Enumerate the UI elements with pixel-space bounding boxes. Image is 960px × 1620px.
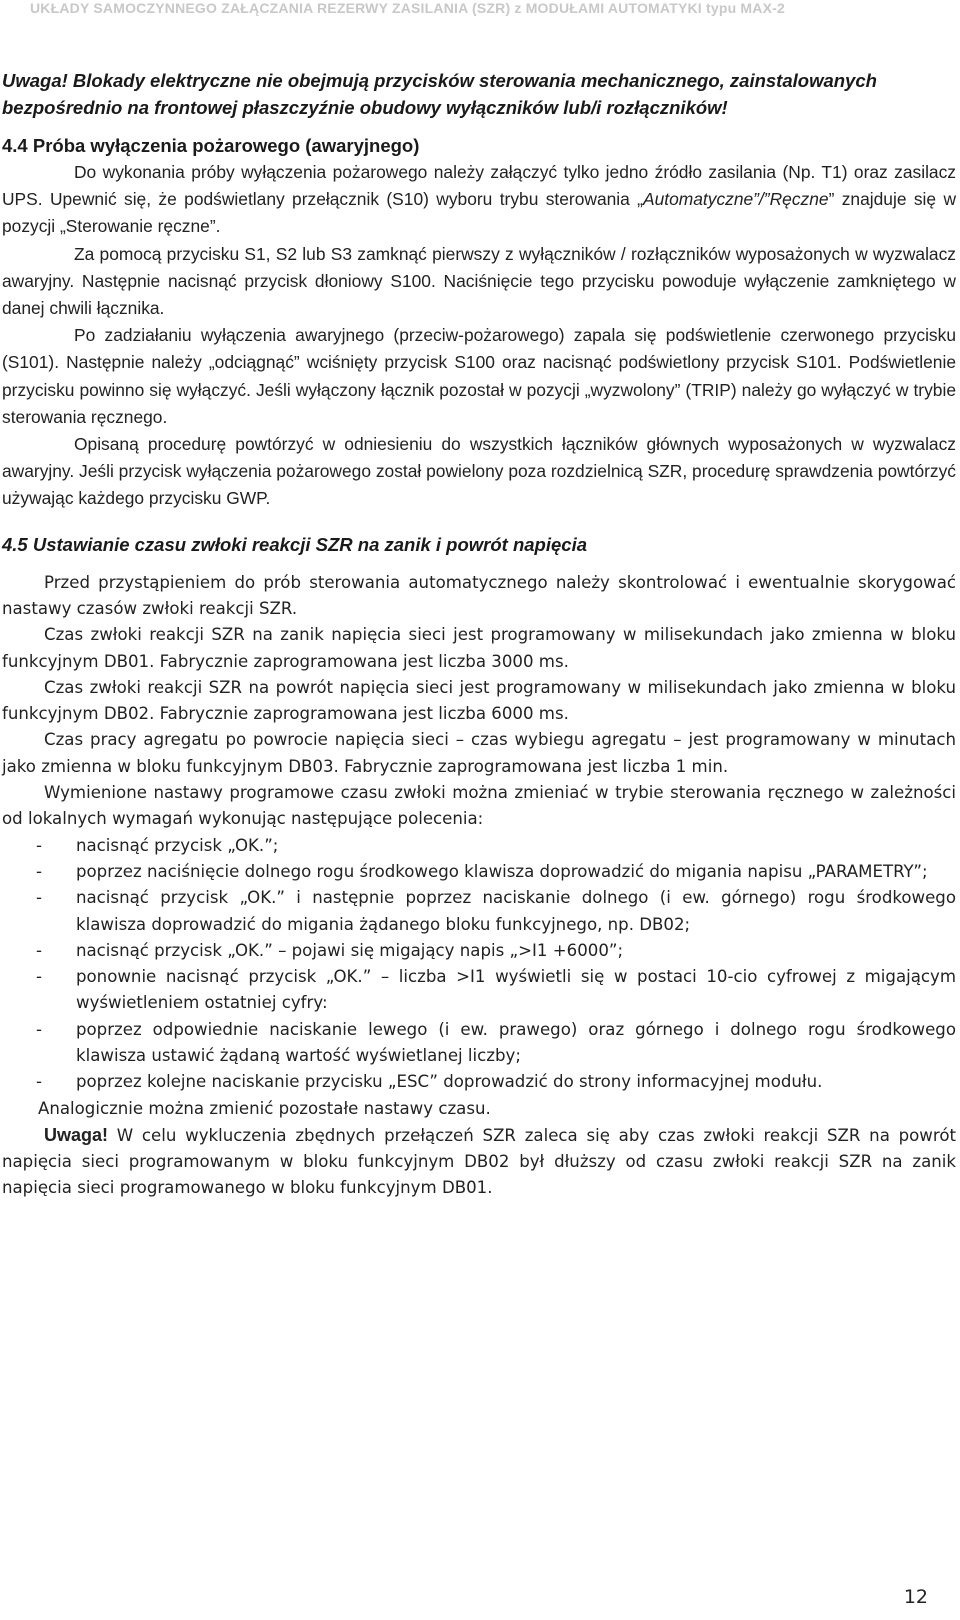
note-text: W celu wykluczenia zbędnych przełączeń SZR zaleca się aby czas zwłoki reakcji SZR na powrót napięcia sieci programowanym w bloku funkcyjnym DB02 był dłuższy od czasu zwłoki reakcji SZR na zanik napięcia sieci programowanego w bloku funkcyjnym DB01. <box>2 1125 956 1198</box>
section-4-5-paragraph-1: Przed przystąpieniem do prób sterowania automatycznego należy skontrolować i ewentualnie skorygować nastawy czasów zwłoki reakcji SZR. <box>2 572 956 618</box>
step-text: poprzez kolejne naciskanie przycisku „ESC” doprowadzić do strony informacyjnej modułu. <box>76 1072 823 1092</box>
p1-italic-mode: Automatyczne”/”Ręczne <box>642 189 829 210</box>
section-4-4-paragraph-3: Po zadziałaniu wyłączenia awaryjnego (przeciw-pożarowego) zapala się podświetlenie czerwonego przycisku (S101). Następnie należy „odciągnąć” wciśnięty przycisk S100 oraz nacisnąć podświetlony przycisk S101. Podświetlenie przycisku powinno się wyłączyć. Jeśli wyłączony łącznik pozostał w pozycji „wyzwolony” (TRIP) należy go wyłączyć w trybie sterowania ręcznego. <box>2 325 956 427</box>
step-text: nacisnąć przycisk „OK.” i następnie poprzez naciskanie dolnego (i ew. górnego) rogu środkowego klawisza doprowadzić do migania żądanego bloku funkcyjnego, np. DB02; <box>76 888 956 934</box>
section-4-5-paragraph-3: Czas zwłoki reakcji SZR na powrót napięcia sieci jest programowany w milisekundach jako zmienna w bloku funkcyjnym DB02. Fabrycznie zaprogramowana jest liczba 6000 ms. <box>2 677 956 724</box>
list-item <box>2 833 956 859</box>
list-item <box>2 885 956 938</box>
section-4-5-paragraph-2: Czas zwłoki reakcji SZR na zanik napięcia sieci jest programowany w milisekundach jako zmienna w bloku funkcyjnym DB01. Fabrycznie zaprogramowana jest liczba 3000 ms. <box>2 625 956 671</box>
p1-text-b: ” znajduje się w pozycji „Sterowanie ręczne”. <box>2 189 957 237</box>
warning-note: Uwaga! Blokady elektryczne nie obejmują przycisków sterowania mechanicznego, zainstalowanych bezpośrednio na frontowej płaszczyźnie obudowy wyłączników lub/i rozłączników! <box>2 70 877 118</box>
list-item <box>2 964 956 1017</box>
section-4-5-paragraph-4: Czas pracy agregatu po powrocie napięcia sieci – czas wybiegu agregatu – jest programowany w minutach jako zmienna w bloku funkcyjnym DB03. Fabrycznie zaprogramowana jest liczba 1 min. <box>2 730 956 776</box>
section-4-4-paragraph-4: Opisaną procedurę powtórzyć w odniesieniu do wszystkich łączników głównych wyposażonych w wyzwalacz awaryjny. Jeśli przycisk wyłączenia pożarowego został powielony poza rozdzielnicą SZR, procedurę sprawdzenia powtórzyć używając każdego przycisku GWP. <box>2 434 956 509</box>
step-text: poprzez odpowiednie naciskanie lewego (i ew. prawego) oraz górnego i dolnego rogu środkowego klawisza ustawić żądaną wartość wyświetlanej liczby; <box>76 1019 956 1065</box>
section-4-4-heading: 4.4 Próba wyłączenia pożarowego (awaryjnego) <box>2 135 420 156</box>
page-number: 12 <box>903 1586 928 1608</box>
step-text: nacisnąć przycisk „OK.”; <box>76 835 279 855</box>
p1-text-a: Do wykonania próby wyłączenia pożarowego należy załączyć tylko jedno źródło zasilania (Np. T1) oraz zasilacz UPS. Upewnić się, że podświetlany przełącznik (S10) wyboru trybu sterowania „ <box>2 162 956 210</box>
page-content <box>2 67 956 1202</box>
note-label: Uwaga! <box>44 1124 109 1145</box>
step-text: ponownie nacisnąć przycisk „OK.” – liczba >I1 wyświetli się w postaci 10-cio cyfrowej z migającym wyświetleniem ostatniej cyfry: <box>76 967 956 1013</box>
bullet-dash: - <box>36 835 42 855</box>
running-header: UKŁADY SAMOCZYNNEGO ZAŁĄCZANIA REZERWY ZASILANIA (SZR) z MODUŁAMI AUTOMATYKI typu MAX-2 <box>30 0 785 16</box>
bullet-dash: - <box>36 967 42 987</box>
bullet-dash: - <box>36 861 42 881</box>
bullet-dash: - <box>36 940 42 960</box>
list-item <box>2 859 956 885</box>
list-item <box>2 1069 956 1095</box>
section-4-4-paragraph-1 <box>2 159 956 241</box>
section-4-4-paragraph-2: Za pomocą przycisku S1, S2 lub S3 zamknąć pierwszy z wyłączników / rozłączników wyposażonych w wyzwalacz awaryjny. Następnie nacisnąć przycisk dłoniowy S100. Naciśnięcie tego przycisku powoduje wyłączenie zamkniętego w danej chwili łącznika. <box>2 243 956 319</box>
list-item <box>2 938 956 964</box>
step-text: poprzez naciśnięcie dolnego rogu środkowego klawisza doprowadzić do migania napisu „PARAMETRY”; <box>76 861 928 881</box>
step-text: nacisnąć przycisk „OK.” – pojawi się migający napis „>I1 +6000”; <box>76 940 624 960</box>
bullet-dash: - <box>36 1019 42 1039</box>
bullet-dash: - <box>36 1072 42 1092</box>
section-4-5-paragraph-6: Analogicznie można zmienić pozostałe nastawy czasu. <box>38 1098 491 1118</box>
list-item <box>2 1017 956 1070</box>
section-4-5-heading: 4.5 Ustawianie czasu zwłoki reakcji SZR na zanik i powrót napięcia <box>2 533 588 555</box>
section-4-5-note <box>2 1122 956 1202</box>
procedure-steps-list <box>2 833 956 1096</box>
section-4-5-paragraph-5: Wymienione nastawy programowe czasu zwłoki można zmieniać w trybie sterowania ręcznego w zależności od lokalnych wymagań wykonując następujące polecenia: <box>2 783 956 829</box>
bullet-dash: - <box>36 888 42 908</box>
